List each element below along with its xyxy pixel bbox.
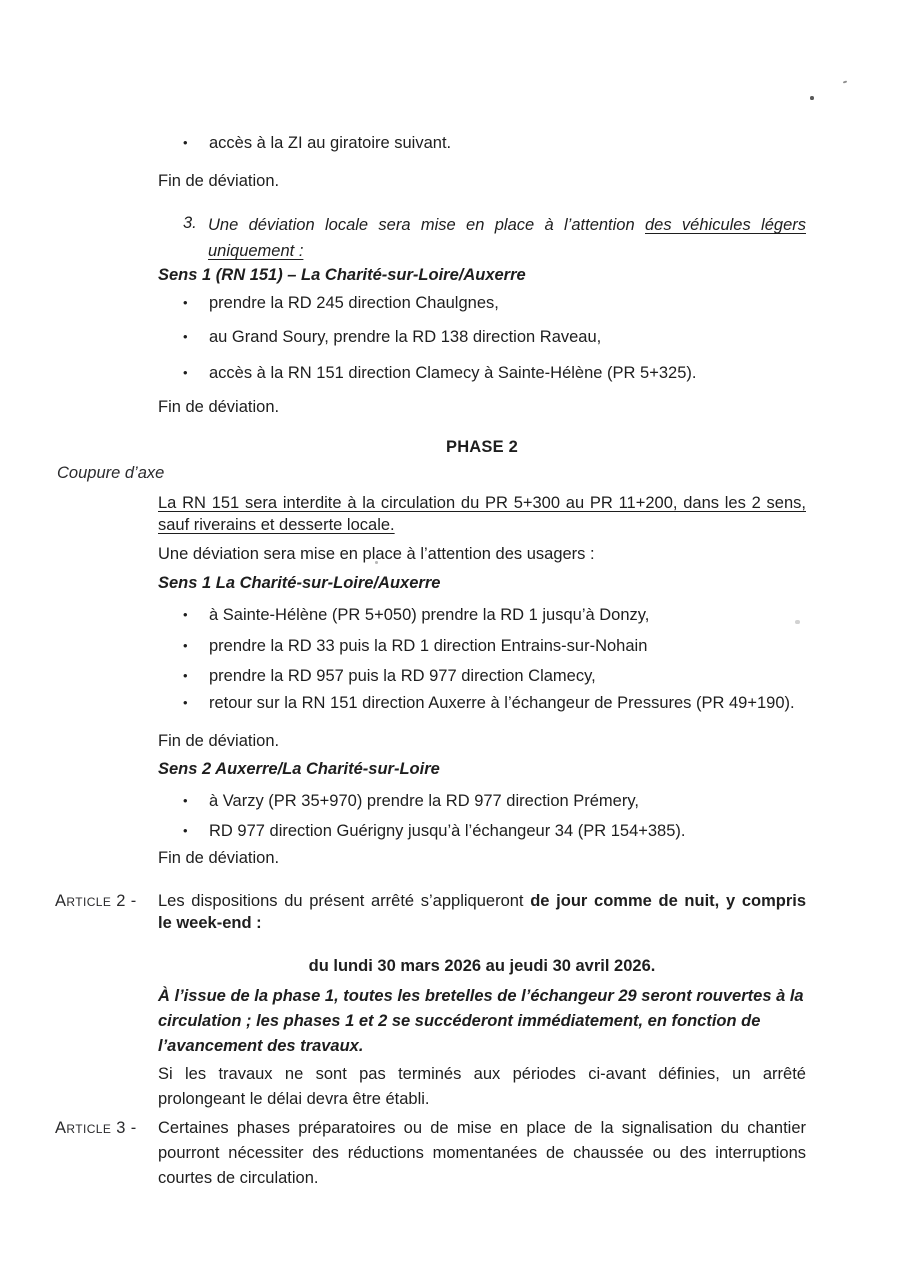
- article-2-line-1: [158, 890, 806, 912]
- note-line: l’avancement des travaux.: [158, 1037, 364, 1055]
- article-2-label: Article 2 -: [55, 892, 137, 910]
- deviation-step-text: prendre la RD 33 puis la RD 1 direction Entrains-sur-Nohain: [209, 637, 648, 655]
- numbered-item-3: [158, 212, 806, 264]
- fin-de-deviation-text: Fin de déviation.: [158, 849, 280, 867]
- article-2-text: Les dispositions du présent arrêté s’appliqueront: [158, 892, 524, 910]
- extension-clause-line: Si les travaux ne sont pas terminés aux périodes ci-avant définies, un arrêté: [158, 1065, 806, 1083]
- closure-sentence-line-2: [158, 514, 806, 536]
- deviation-step: [158, 132, 806, 154]
- bullet-icon: •: [183, 793, 188, 808]
- bullet-icon: •: [183, 638, 188, 653]
- article-3-label: Article 3 -: [55, 1119, 137, 1137]
- deviation-step: [158, 604, 806, 626]
- deviation-step-text: à Sainte-Hélène (PR 5+050) prendre la RD 1 jusqu’à Donzy,: [209, 606, 650, 624]
- deviation-step: [158, 635, 806, 657]
- bullet-icon: •: [183, 823, 188, 838]
- bullet-icon: •: [183, 365, 188, 380]
- scan-speck: [810, 96, 814, 100]
- bullet-icon: •: [183, 607, 188, 622]
- article-3-line: pourront nécessiter des réductions momentanées de chaussée ou des interruptions: [158, 1144, 806, 1162]
- works-dates-line: du lundi 30 mars 2026 au jeudi 30 avril 2026.: [308, 957, 656, 975]
- deviation-step-text: accès à la RN 151 direction Clamecy à Sainte-Hélène (PR 5+325).: [209, 364, 697, 382]
- phase-transition-note: [158, 984, 806, 1059]
- item-3-text: Une déviation locale sera mise en place à l’attention: [208, 216, 635, 234]
- deviation-step-text: RD 977 direction Guérigny jusqu’à l’échangeur 34 (PR 154+385).: [209, 822, 686, 840]
- sens-1-phase2-heading: Sens 1 La Charité-sur-Loire/Auxerre: [158, 574, 441, 592]
- fin-de-deviation-text: Fin de déviation.: [158, 172, 280, 190]
- deviation-step-text: à Varzy (PR 35+970) prendre la RD 977 direction Prémery,: [209, 792, 639, 810]
- item-3-underlined-text: des véhicules légers: [645, 216, 806, 234]
- extension-clause: [158, 1062, 806, 1112]
- margin-note-coupure-daxe: Coupure d’axe: [57, 464, 165, 482]
- article-3-line: Certaines phases préparatoires ou de mise en place de la signalisation du chantier: [158, 1119, 806, 1137]
- bullet-icon: •: [183, 135, 188, 150]
- sens-1-phase1-heading: Sens 1 (RN 151) – La Charité-sur-Loire/Auxerre: [158, 266, 526, 284]
- article-3-line: courtes de circulation.: [158, 1169, 319, 1187]
- deviation-step: [158, 820, 806, 842]
- deviation-step-text: prendre la RD 245 direction Chaulgnes,: [209, 294, 499, 312]
- item-number: 3.: [183, 214, 197, 232]
- deviation-intro-text: Une déviation sera mise en place à l’attention des usagers :: [158, 545, 595, 563]
- deviation-step: [158, 292, 806, 314]
- bullet-icon: •: [183, 695, 188, 710]
- bullet-icon: •: [183, 668, 188, 683]
- article-3: [55, 1116, 806, 1191]
- article-2-line-2: le week-end :: [158, 914, 262, 932]
- fin-de-deviation-text: Fin de déviation.: [158, 398, 280, 416]
- deviation-step: [158, 790, 806, 812]
- item-3-line-2: [208, 238, 806, 264]
- deviation-step: [158, 692, 806, 714]
- deviation-step: [158, 362, 806, 384]
- item-3-line-1: [208, 212, 806, 238]
- note-line: À l’issue de la phase 1, toutes les bretelles de l’échangeur 29 seront rouvertes à la: [158, 987, 804, 1005]
- deviation-step: [158, 665, 806, 687]
- scan-speck: [843, 80, 847, 83]
- deviation-step-text: retour sur la RN 151 direction Auxerre à l’échangeur de Pressures (PR 49+190).: [209, 694, 795, 712]
- item-3-underlined-text: uniquement :: [208, 242, 304, 260]
- deviation-step-text: prendre la RD 957 puis la RD 977 direction Clamecy,: [209, 667, 596, 685]
- article-2: [55, 890, 807, 1112]
- phase-2-title: PHASE 2: [445, 438, 518, 456]
- closure-sentence-line-1: La RN 151 sera interdite à la circulation du PR 5+300 au PR 11+200, dans les 2 sens,: [158, 494, 806, 512]
- deviation-step: [158, 326, 806, 348]
- sens-2-phase2-heading: Sens 2 Auxerre/La Charité-sur-Loire: [158, 760, 440, 778]
- deviation-step-text: au Grand Soury, prendre la RD 138 direction Raveau,: [209, 328, 602, 346]
- deviation-step-text: accès à la ZI au giratoire suivant.: [209, 134, 452, 152]
- note-line: circulation ; les phases 1 et 2 se succéderont immédiatement, en fonction de: [158, 1012, 761, 1030]
- article-2-bold-text: de jour comme de nuit, y compris: [530, 892, 807, 910]
- bullet-icon: •: [183, 329, 188, 344]
- closure-underlined-text: sauf riverains et desserte locale.: [158, 516, 395, 534]
- bullet-icon: •: [183, 295, 188, 310]
- fin-de-deviation-text: Fin de déviation.: [158, 732, 280, 750]
- extension-clause-line: prolongeant le délai devra être établi.: [158, 1090, 430, 1108]
